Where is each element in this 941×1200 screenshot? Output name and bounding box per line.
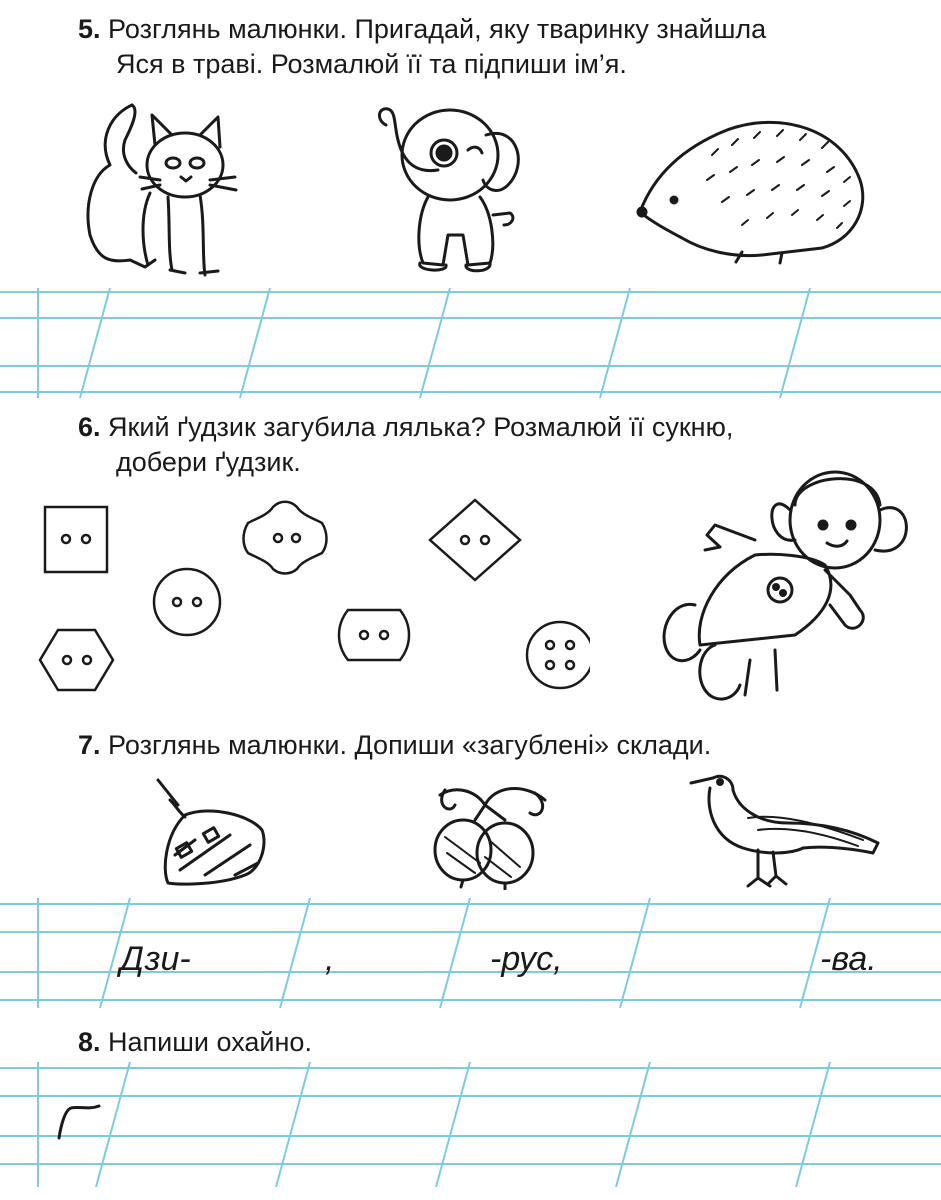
task-5-number: 5. (78, 14, 101, 44)
task-7-number: 7. (78, 730, 101, 760)
doll-picture (655, 465, 925, 715)
task-5-text-line1: Розглянь малюнки. Пригадай, яку тваринку знайшла (108, 14, 767, 44)
task-8-text-line1: Напиши охайно. (108, 1027, 312, 1057)
hexagon-button (40, 630, 113, 690)
elephant-picture (368, 95, 528, 280)
task-6-text-line1: Який ґудзик загубила лялька? Розмалюй її сукню, (108, 412, 734, 442)
task-5 (78, 12, 766, 82)
round-button (154, 569, 220, 635)
diamond-button (430, 500, 520, 580)
writing-lines-task-5[interactable] (0, 288, 941, 398)
handwriting-sample-stroke (55, 1100, 105, 1145)
task-8-number: 8. (78, 1027, 101, 1057)
syllable-comma: , (325, 940, 335, 978)
syllable-dzy: Дзи- (120, 940, 191, 978)
square-button (45, 507, 107, 572)
task-6 (78, 410, 733, 480)
task-5-text-line2: Яся в траві. Розмалюй її та підпиши ім’я. (116, 49, 627, 79)
oval-button (339, 610, 409, 660)
magpie-picture (688, 768, 883, 893)
syllable-va: -ва. (820, 940, 877, 978)
gooseberries-picture (425, 775, 555, 890)
task-6-number: 6. (78, 412, 101, 442)
cross-button (244, 502, 327, 574)
four-hole-button (527, 622, 590, 688)
spinning-top-picture (150, 775, 270, 890)
task-7 (78, 728, 711, 763)
cat-picture (70, 95, 240, 280)
syllable-rus: -рус, (490, 940, 563, 978)
buttons-group (30, 495, 590, 715)
hedgehog-picture (632, 110, 872, 265)
writing-lines-task-8[interactable] (0, 1062, 941, 1187)
task-6-text-line2: добери ґудзик. (116, 447, 301, 477)
task-7-text-line1: Розглянь малюнки. Допиши «загублені» склади. (108, 730, 712, 760)
task-8 (78, 1025, 312, 1060)
